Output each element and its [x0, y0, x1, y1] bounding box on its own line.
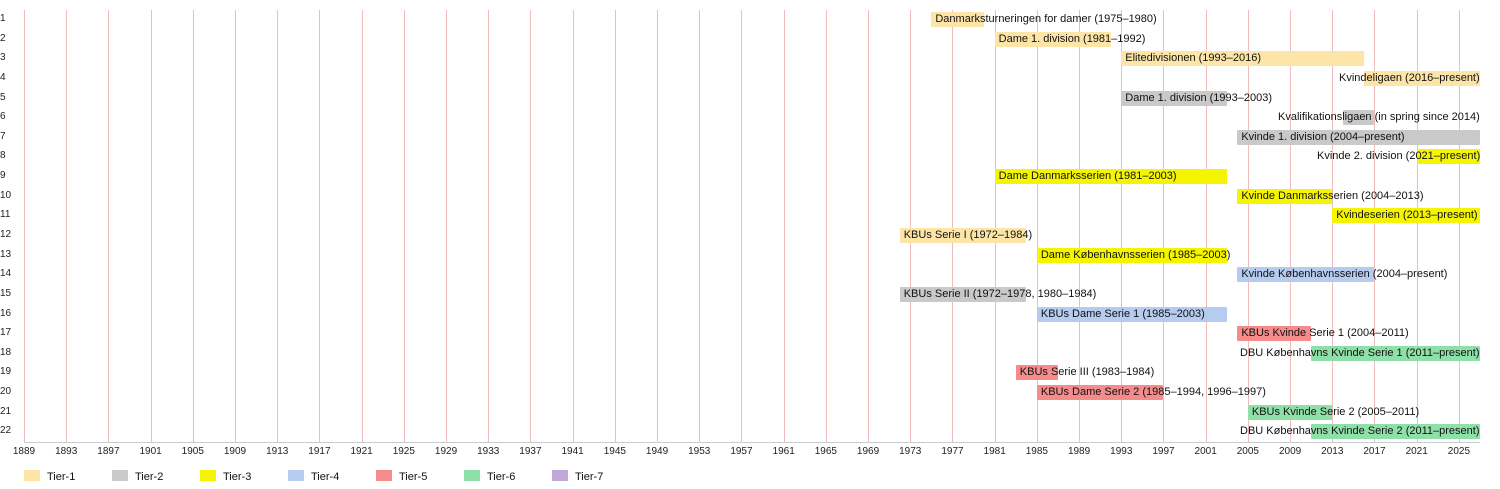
x-tick-2021: 2021 — [1405, 446, 1428, 457]
legend-label: Tier-7 — [575, 471, 604, 483]
gridline-1961 — [784, 10, 785, 442]
timeline-bar-label: KBUs Serie II (1972–1978, 1980–1984) — [903, 287, 1097, 300]
x-tick-1909: 1909 — [223, 446, 247, 457]
x-tick-1889: 1889 — [12, 446, 36, 457]
row-label-5: 5 — [0, 91, 6, 103]
x-tick-1925: 1925 — [392, 446, 415, 457]
x-tick-1941: 1941 — [561, 446, 584, 457]
legend-swatch-icon — [200, 470, 216, 481]
timeline-bar-label: KBUs Dame Serie 1 (1985–2003) — [1040, 307, 1205, 320]
gridline-1893 — [66, 10, 67, 442]
gridline-2005 — [1248, 10, 1249, 442]
x-tick-1929: 1929 — [434, 446, 458, 457]
x-tick-2017: 2017 — [1363, 446, 1386, 457]
gridline-1937 — [530, 10, 531, 442]
legend-item-tier-2 — [112, 470, 163, 484]
legend-item-tier-3 — [200, 470, 251, 484]
row-label-7: 7 — [0, 130, 6, 142]
row-label-22: 22 — [0, 425, 12, 437]
x-tick-1953: 1953 — [688, 446, 711, 457]
row-label-12: 12 — [0, 229, 12, 240]
row-label-19: 19 — [0, 366, 12, 378]
x-tick-1957: 1957 — [730, 446, 753, 457]
legend-label: Tier-1 — [47, 471, 76, 483]
row-label-14: 14 — [0, 268, 12, 280]
row-label-18: 18 — [0, 346, 12, 358]
gridline-1957 — [741, 10, 742, 442]
timeline-bar-label: Kvalifikationsligaen (in spring since 2014) — [1278, 111, 1480, 124]
gridline-1949 — [657, 10, 658, 442]
x-tick-2025: 2025 — [1447, 446, 1471, 457]
x-tick-2009: 2009 — [1278, 446, 1302, 457]
gridline-1997 — [1163, 10, 1164, 442]
legend-swatch-icon — [288, 470, 304, 481]
x-tick-1973: 1973 — [899, 446, 922, 457]
timeline-bar-label: Dame 1. division (1981–1992) — [998, 32, 1146, 45]
x-tick-1913: 1913 — [266, 446, 289, 457]
row-label-11: 11 — [0, 209, 11, 221]
x-tick-1917: 1917 — [308, 446, 331, 457]
row-label-9: 9 — [0, 170, 6, 182]
gridline-2013 — [1332, 10, 1333, 442]
gridline-1913 — [277, 10, 278, 442]
row-label-3: 3 — [0, 52, 6, 64]
timeline-bar-label: Kvindeligaen (2016–present) — [1339, 71, 1480, 84]
x-tick-1997: 1997 — [1152, 446, 1175, 457]
row-label-21: 21 — [0, 405, 12, 417]
row-label-1: 1 — [0, 13, 6, 24]
plot-area — [24, 10, 1480, 442]
legend-label: Tier-3 — [223, 471, 252, 483]
timeline-bar-label: Kvinde 2. division (2021–present) — [1317, 150, 1481, 163]
x-tick-1985: 1985 — [1025, 446, 1048, 457]
gridline-1929 — [446, 10, 447, 442]
gridline-1905 — [193, 10, 194, 442]
legend-swatch-icon — [552, 470, 568, 481]
row-label-8: 8 — [0, 150, 6, 162]
x-tick-1921: 1921 — [350, 446, 373, 457]
timeline-bar-label: Kvinde Københavnsserien (2004–present) — [1241, 268, 1448, 281]
timeline-bar-label: KBUs Serie III (1983–1984) — [1019, 366, 1155, 379]
gridline-1965 — [826, 10, 827, 442]
gridline-1953 — [699, 10, 700, 442]
legend-item-tier-6 — [464, 470, 515, 484]
x-tick-2013: 2013 — [1321, 446, 1344, 457]
legend-item-tier-1 — [24, 470, 75, 484]
row-label-10: 10 — [0, 189, 12, 201]
x-axis-line — [24, 442, 1480, 443]
row-label-17: 17 — [0, 327, 12, 339]
legend-swatch-icon — [464, 470, 480, 481]
x-tick-1945: 1945 — [603, 446, 626, 457]
legend-swatch-icon — [376, 470, 392, 481]
timeline-bar-label: Dame Københavnsserien (1985–2003) — [1040, 248, 1231, 261]
legend-label: Tier-5 — [399, 471, 428, 483]
legend-label: Tier-2 — [135, 471, 164, 483]
row-label-16: 16 — [0, 307, 12, 319]
timeline-bar-label: KBUs Kvinde Serie 2 (2005–2011) — [1251, 405, 1420, 418]
gridline-1889 — [24, 10, 25, 442]
timeline-bar-label: KBUs Kvinde Serie 1 (2004–2011) — [1241, 327, 1409, 340]
x-tick-1905: 1905 — [181, 446, 204, 457]
row-label-15: 15 — [0, 287, 12, 299]
legend-item-tier-7 — [552, 470, 603, 484]
row-label-2: 2 — [0, 32, 6, 44]
row-label-13: 13 — [0, 248, 12, 260]
x-tick-1901: 1901 — [139, 446, 162, 457]
timeline-bar-label: Kvindeserien (2013–present) — [1336, 209, 1478, 222]
timeline-bar-label: Kvinde Danmarksserien (2004–2013) — [1241, 189, 1424, 202]
x-tick-1893: 1893 — [55, 446, 78, 457]
gridline-1917 — [319, 10, 320, 442]
x-tick-1933: 1933 — [477, 446, 500, 457]
timeline-bar-label: Elitedivisionen (1993–2016) — [1125, 52, 1262, 65]
timeline-bar-label: Dame Danmarksserien (1981–2003) — [998, 170, 1177, 183]
x-tick-1965: 1965 — [814, 446, 837, 457]
timeline-bar-label: DBU Københavns Kvinde Serie 1 (2011–present) — [1240, 346, 1480, 359]
x-tick-2001: 2001 — [1194, 446, 1217, 457]
x-tick-1937: 1937 — [519, 446, 542, 457]
x-tick-1897: 1897 — [97, 446, 120, 457]
x-tick-1949: 1949 — [645, 446, 669, 457]
timeline-bar-label: Kvinde 1. division (2004–present) — [1241, 130, 1405, 143]
legend-label: Tier-4 — [311, 471, 340, 483]
gridline-1909 — [235, 10, 236, 442]
gridline-1901 — [151, 10, 152, 442]
row-label-6: 6 — [0, 111, 6, 123]
timeline-bar-label: Danmarksturneringen for damer (1975–1980) — [935, 13, 1157, 25]
legend-label: Tier-6 — [487, 471, 516, 483]
timeline-bar-label: DBU Københavns Kvinde Serie 2 (2011–present) — [1240, 425, 1480, 438]
gridline-2001 — [1206, 10, 1207, 442]
legend-item-tier-4 — [288, 470, 339, 484]
gridline-1973 — [910, 10, 911, 442]
gridline-1977 — [952, 10, 953, 442]
legend-swatch-icon — [24, 470, 40, 481]
gridline-2009 — [1290, 10, 1291, 442]
row-label-4: 4 — [0, 71, 6, 83]
gridline-1945 — [615, 10, 616, 442]
x-tick-1989: 1989 — [1067, 446, 1091, 457]
timeline-bar-label: KBUs Serie I (1972–1984) — [903, 229, 1033, 241]
legend-item-tier-5 — [376, 470, 427, 484]
x-tick-1981: 1981 — [983, 446, 1006, 457]
gridline-1921 — [362, 10, 363, 442]
legend-swatch-icon — [112, 470, 128, 481]
gridline-1969 — [868, 10, 869, 442]
x-tick-1961: 1961 — [772, 446, 795, 457]
row-label-20: 20 — [0, 386, 12, 398]
gridline-1933 — [488, 10, 489, 442]
x-tick-1993: 1993 — [1110, 446, 1133, 457]
x-tick-1969: 1969 — [856, 446, 880, 457]
gridline-1897 — [108, 10, 109, 442]
gridline-1981 — [995, 10, 996, 442]
x-tick-1977: 1977 — [941, 446, 964, 457]
gridline-1925 — [404, 10, 405, 442]
x-tick-2005: 2005 — [1236, 446, 1259, 457]
timeline-bar-label: KBUs Dame Serie 2 (1985–1994, 1996–1997) — [1040, 386, 1266, 399]
timeline-bar-label: Dame 1. division (1993–2003) — [1125, 91, 1273, 104]
gridline-1941 — [573, 10, 574, 442]
